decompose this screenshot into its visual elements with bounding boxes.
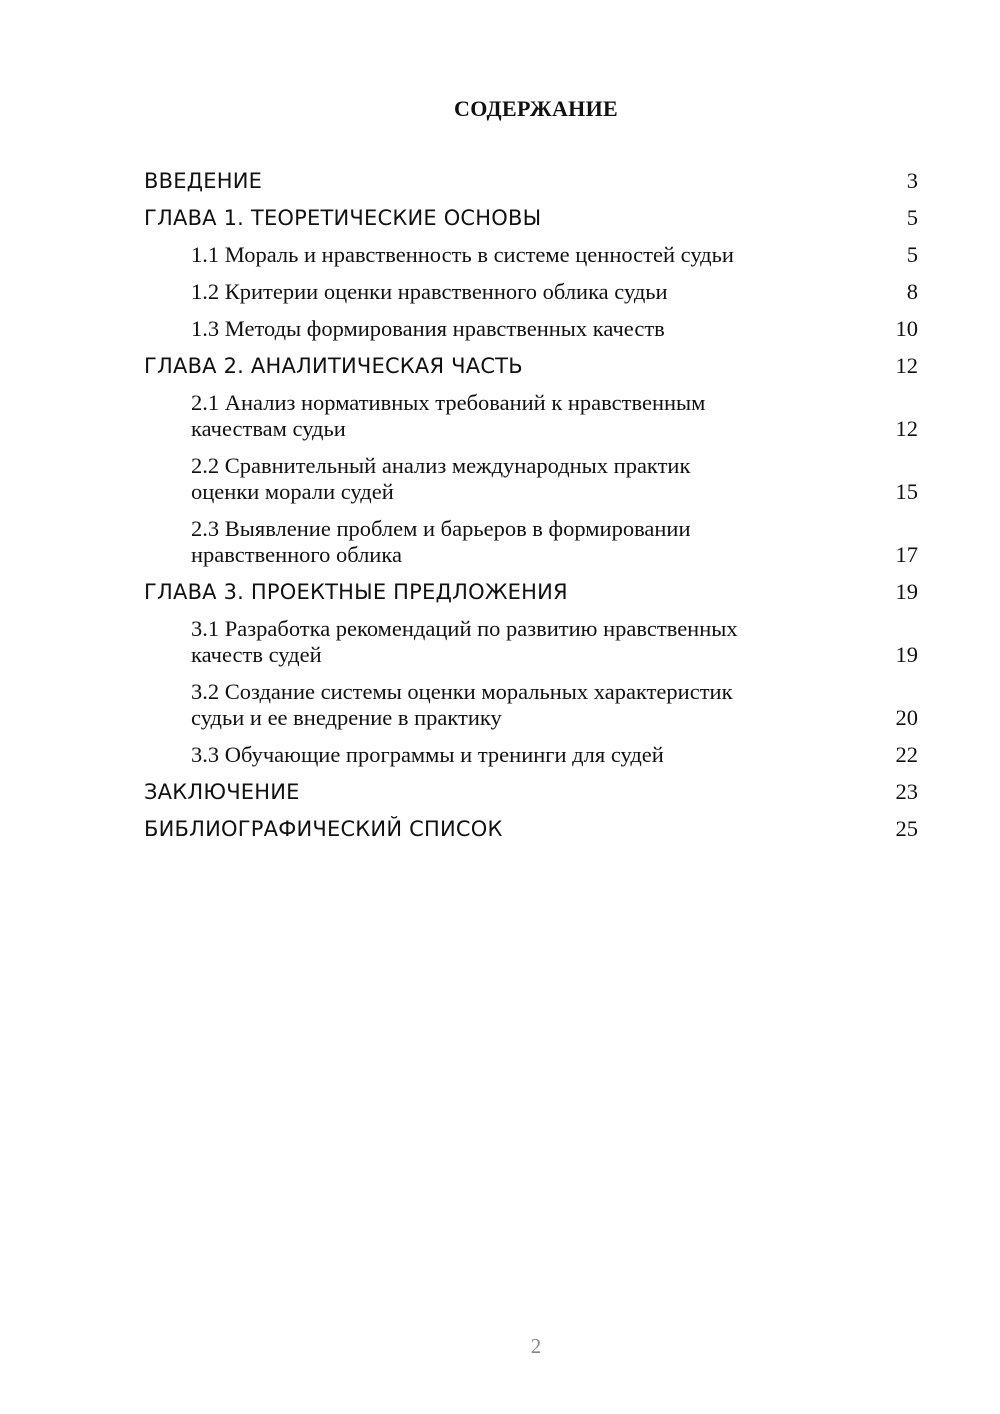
toc-entry-page: 8	[906, 279, 918, 304]
toc-section-entry	[144, 453, 918, 505]
toc-entry-label: ГЛАВА 3. ПРОЕКТНЫЕ ПРЕДЛОЖЕНИЯ	[144, 580, 568, 604]
toc-entry-page: 20	[895, 705, 918, 730]
toc-entry-page: 19	[895, 642, 918, 667]
toc-entry-page: 12	[895, 416, 918, 441]
toc-entry-page: 10	[895, 316, 918, 341]
toc-entry-label: 2.2 Сравнительный анализ международных практик оценки морали судей	[191, 453, 691, 504]
toc-chapter-entry	[144, 579, 918, 605]
toc-section-entry	[144, 616, 918, 668]
toc-entry-page: 22	[895, 742, 918, 767]
toc-entry-label: 1.3 Методы формирования нравственных качеств	[191, 316, 665, 341]
toc-chapter-entry	[144, 816, 918, 842]
toc-chapter-entry	[144, 205, 918, 231]
toc-section-entry	[144, 242, 918, 268]
toc-section-entry	[144, 390, 918, 442]
toc-section-entry	[144, 316, 918, 342]
table-of-contents	[144, 168, 918, 853]
toc-section-entry	[144, 679, 918, 731]
toc-entry-page: 23	[895, 779, 918, 804]
toc-entry-page: 25	[895, 816, 918, 841]
toc-entry-label: ГЛАВА 2. АНАЛИТИЧЕСКАЯ ЧАСТЬ	[144, 354, 523, 378]
toc-entry-page: 12	[895, 353, 918, 378]
toc-section-entry	[144, 742, 918, 768]
toc-entry-page: 3	[906, 168, 918, 193]
toc-entry-label: 3.3 Обучающие программы и тренинги для судей	[191, 742, 664, 767]
toc-entry-page: 5	[906, 242, 918, 267]
page-number: 2	[530, 1334, 542, 1358]
toc-chapter-entry	[144, 779, 918, 805]
toc-entry-page: 17	[895, 542, 918, 567]
toc-entry-label: 1.1 Мораль и нравственность в системе ценностей судьи	[191, 242, 734, 267]
toc-entry-label: ГЛАВА 1. ТЕОРЕТИЧЕСКИЕ ОСНОВЫ	[144, 206, 542, 230]
toc-entry-label: БИБЛИОГРАФИЧЕСКИЙ СПИСОК	[144, 817, 503, 841]
toc-entry-label: 1.2 Критерии оценки нравственного облика судьи	[191, 279, 668, 304]
toc-entry-label: 3.1 Разработка рекомендаций по развитию нравственных качеств судей	[191, 616, 738, 667]
toc-entry-page: 5	[906, 205, 918, 230]
toc-entry-label: ВВЕДЕНИЕ	[144, 169, 263, 193]
toc-chapter-entry	[144, 353, 918, 379]
toc-entry-page: 19	[895, 579, 918, 604]
page-title: СОДЕРЖАНИЕ	[454, 96, 618, 121]
toc-chapter-entry	[144, 168, 918, 194]
toc-entry-label: ЗАКЛЮЧЕНИЕ	[144, 780, 300, 804]
toc-entry-label: 2.3 Выявление проблем и барьеров в формировании нравственного облика	[191, 516, 691, 567]
toc-section-entry	[144, 516, 918, 568]
toc-entry-label: 2.1 Анализ нормативных требований к нравственным качествам судьи	[191, 390, 706, 441]
toc-entry-page: 15	[895, 479, 918, 504]
toc-entry-label: 3.2 Создание системы оценки моральных характеристик судьи и ее внедрение в практику	[191, 679, 733, 730]
toc-section-entry	[144, 279, 918, 305]
